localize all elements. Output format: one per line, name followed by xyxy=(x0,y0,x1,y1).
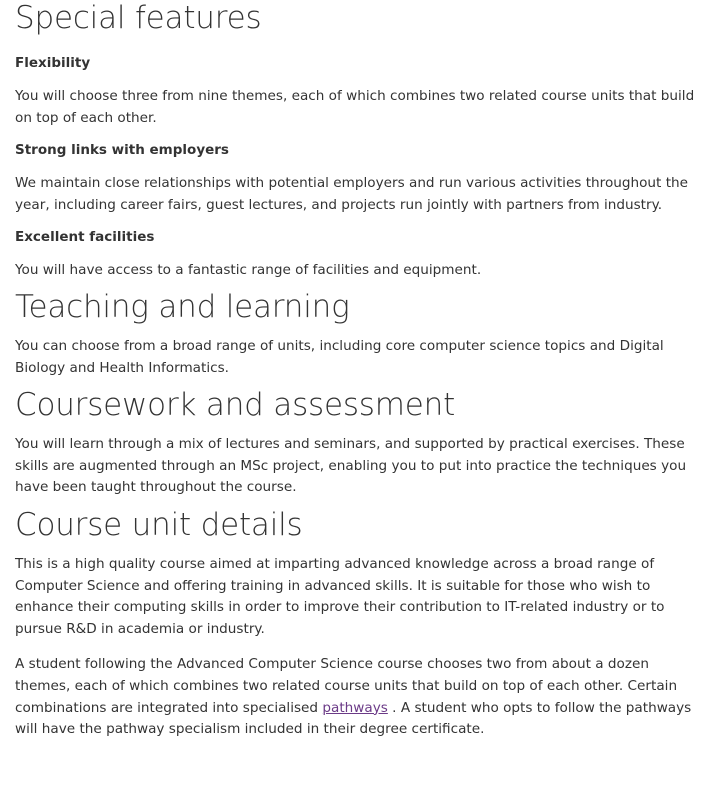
course-unit-para-1: This is a high quality course aimed at imparting advanced knowledge across a broad range of Computer Science and offering training in advanced skills. It is suitable for those who wish to enhance their computing skills in order to improve their contribution to IT-related industry or to pursue R&D in academia or industry. xyxy=(15,555,665,637)
heading-teaching-learning: Teaching and learning xyxy=(15,288,350,325)
heading-special-features: Special features xyxy=(15,0,262,36)
feature-title-facilities: Excellent facilities xyxy=(15,229,155,246)
course-unit-para-2-after: . A student who opts to follow the pathways will have the pathway specialism included in their degree certificate. xyxy=(15,699,692,738)
course-unit-para-2-before: A student following the Advanced Computer Science course chooses two from about a dozen themes, each of which combines two related course units that build on top of each other. Certain combinations are integrated into specialised xyxy=(15,656,678,716)
feature-title-employers: Strong links with employers xyxy=(15,142,229,159)
feature-text-employers: We maintain close relationships with potential employers and run various activities throughout the year, including career fairs, guest lectures, and projects run jointly with partners from industry. xyxy=(15,175,689,213)
heading-coursework-assessment: Coursework and assessment xyxy=(15,387,456,424)
course-unit-para-2 xyxy=(15,654,705,740)
feature-text-facilities: You will have access to a fantastic range of facilities and equipment. xyxy=(15,262,482,279)
teaching-text: You can choose from a broad range of units, including core computer science topics and Digital Biology and Health Informatics. xyxy=(15,337,664,376)
feature-title-flexibility: Flexibility xyxy=(15,55,91,71)
heading-course-unit-details: Course unit details xyxy=(15,506,303,543)
feature-text-flexibility: You will choose three from nine themes, each of which combines two related course units that build on top of each other. xyxy=(15,88,695,126)
pathways-link[interactable]: pathways xyxy=(322,699,388,716)
coursework-text: You will learn through a mix of lectures and seminars, and supported by practical exercises. These skills are augmented through an MSc project, enabling you to put into practice the techniques you have been taught throughout the course. xyxy=(15,436,687,496)
